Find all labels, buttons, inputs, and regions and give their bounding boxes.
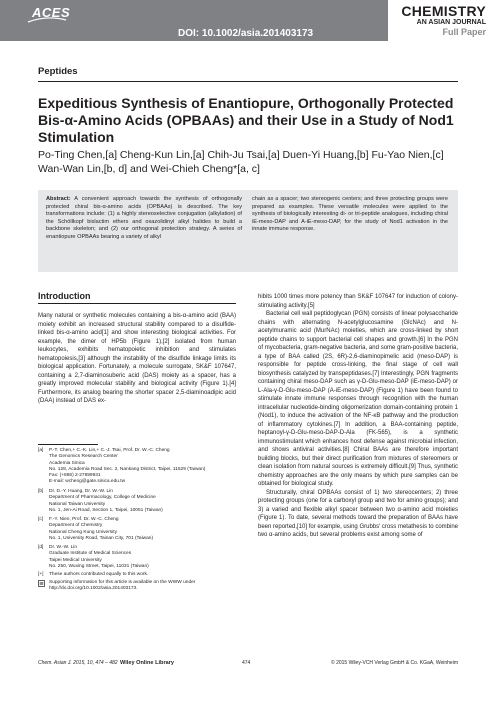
journal-masthead <box>388 0 496 41</box>
paragraph: Bacterial cell wall peptidoglycan (PGN) consists of linear polysaccharide chains with alternating N-acetylglucosamine (GlcNAc) and N-acetylmuramic acid (MurNAc) moieties, which are cross-linked by short peptide chains to support bacterial cell shapes and growth.[6] In the PGN of mycobacteria, gram-negative bacteria, and some gram-positive bacteria, a type of BAA called (2S, 6R)-2,6-diaminopimelic acid (meso-DAP) is responsible for peptide cross-linking, the final stage of cell wall biosynthesis catalyzed by transpeptidases.[7] Interestingly, PGN fragments containing chiral meso-DAP such as γ-D-Glu-meso-DAP (iE-meso-DAP) or L-Ala-γ-D-Glu-meso-DAP (A-iE-meso-DAP) (Figure 1) have been found to stimulate innate immune responses through recognition with the human intracellular nucleotide-binding oligomerization domain-containing protein 1 (Nod1), to induce the activation of the NF-κB pathway and the production of inflammatory cytokines.[7] In addition, a BAA-containing peptide, heptanoyl-γ-D-Glu-meso-DAP-D-Ala (FK-565), is a synthetic immunostimulant which enhances host defense against microbial infection, and shows antiviral activities.[8] Chiral BAAs are therefore important building blocks, but their direct purification from mixtures of stereomers or clean isolation from natural sources is extremely difficult.[9] Thus, synthetic chemistry approaches are the only means by which pure samples can be obtained for biological study. <box>258 311 458 487</box>
affiliation-tag: [b] <box>38 489 44 494</box>
section-divider <box>38 81 458 82</box>
abstract-box <box>38 190 458 272</box>
supporting-info-note <box>38 580 236 593</box>
affiliation-tag: [d] <box>38 545 44 550</box>
affiliation-tag: [+] <box>38 572 44 577</box>
affiliation-a <box>38 448 236 486</box>
page-number: 474 <box>242 660 251 666</box>
supporting-info-text[interactable]: Supporting information for this article is available on the WWW under http://dx.doi.org/10.1002/asia.201403173. <box>49 580 196 592</box>
journal-name: CHEMISTRY <box>401 3 486 19</box>
affiliation-text: These authors contributed equally to this work. <box>49 572 149 577</box>
paragraph: Structurally, chiral OPBAAs consist of 1) two stereocenters; 2) three protecting groups (one for a carboxyl group and two for amino groups); and 3) a varied and flexible alkyl spacer between two α-amino acid moieties (Figure 1). To date, several methods toward the preparation of BAAs have been reported,[10] for example, using Grubbs' cross metathesis to combine two α-amino acids, but several problems exist among some of <box>258 489 458 538</box>
paragraph: hibits 1000 times more potency than SK&F 107647 for induction of colony-stimulating activity.[5] <box>258 294 458 309</box>
section-label: Peptides <box>38 66 78 77</box>
affiliation-c <box>38 517 236 542</box>
document-icon <box>38 580 45 587</box>
introduction-right-column <box>258 293 458 540</box>
abstract-text-left: A convenient approach towards the synthesis of orthogonally protected chiral bis-α-amino acids (OPBAAs) is described. The key transformations include: (1) a highly stereoselective conjugation (alkylation) of the Schöllkopf bislactim ethers and oxazolidinyl alkyl halides to build a backbone skeleton; and (2) our orthogonal protection strategy. A series of enantiopure OPBAAs bearing a variety of alkyl <box>46 196 242 240</box>
affiliation-text: P.-T. Chen,+ C.-K. Lin,+ C.-J. Tsai, Prof. Dr. W.-C. Cheng The Genomics Research Center Academia Sinica No. 128, Academia Road Sec. 2, Nankang District, Taipei, 11529 (Taiwan) Fax: (+886) 2-27899931 E-mail: wcheng@gate.sinica.edu.tw <box>49 448 206 485</box>
footnote-divider <box>38 444 98 445</box>
aces-swoosh-icon <box>27 17 67 23</box>
author-list: Po-Ting Chen,[a] Cheng-Kun Lin,[a] Chih-Ju Tsai,[a] Duen-Yi Huang,[b] Fu-Yao Nien,[c] Wan-Wan Lin,[b, d] and Wei-Chieh Cheng*[a, c] <box>38 149 444 175</box>
equal-contribution-note <box>38 572 236 578</box>
affiliation-b <box>38 489 236 514</box>
doi-link[interactable]: DOI: 10.1002/asia.201403173 <box>178 28 314 39</box>
introduction-divider <box>38 303 236 304</box>
affiliation-tag: [a] <box>38 448 44 453</box>
affiliation-text: F.-Y. Nien, Prof. Dr. W.-C. Cheng Department of Chemistry National Cheng Kung University No. 1, University Road, Tainan City, 701 (Taiwan) <box>49 517 154 541</box>
aces-logo: ACES <box>32 5 71 20</box>
affiliation-d <box>38 545 236 570</box>
affiliation-text: Dr. W.-W. Lin Graduate Institute of Medical Sciences Taipei Medical University No. 250, Wuxing Street, Taipei, 11031 (Taiwan) <box>49 545 149 569</box>
wiley-online-library-link[interactable]: Wiley Online Library <box>120 660 175 666</box>
journal-subtitle: AN ASIAN JOURNAL <box>416 19 486 26</box>
article-type: Full Paper <box>442 27 486 37</box>
abstract-label: Abstract: <box>46 196 71 202</box>
affiliation-text: Dr. D.-Y. Huang, Dr. W.-W. Lin Department of Pharmacology, College of Medicine National Taiwan University No. 1, Jen-Ai Road, Section 1, Taipei, 10051 (Taiwan) <box>49 489 163 513</box>
introduction-paragraph-left: Many natural or synthetic molecules containing a bis-α-amino acid (BAA) moiety exhibit an increased structural stability compared to a disulfide-linked bis-α-amino acid[1] and show interesting biological activities. For example, the dimer of HP5b (Figure 1),[2] isolated from human leukocytes, exhibits hematopoietic inhibition and stimulates hematopoiesis,[3] although the instability of the disulfide linkage limits its biological application. Fortunately, a molecule surrogate, SK&F 107647, containing a 2,7-diaminosuberic acid (DAS) moiety as a spacer, has a greatly improved molecular stability and biological activity (Figure 1).[4] Furthermore, its analog bearing the shorter spacer 2,5-diaminoadipic acid (DAA) instead of DAS ex- <box>38 313 236 404</box>
article-title: Expeditious Synthesis of Enantiopure, Orthogonally Protected Bis-α-Amino Acids (OPBAAs) and their Use in a Study of Nod1 Stimulation <box>38 95 454 145</box>
abstract-left-column <box>46 196 242 242</box>
introduction-heading: Introduction <box>38 291 91 301</box>
affiliation-tag: [c] <box>38 517 44 522</box>
citation: Chem. Asian J. 2015, 10, 474 – 482 <box>38 660 118 666</box>
abstract-text-right: chain as a spacer; two stereogenic centers; and three protecting groups were prepared as examples. These versatile molecules were applied to the synthesis of biologically interesting di- or tri-peptide analogues, including chiral iE-meso-DAP and A-iE-meso-DAP, for the study of Nod1 activation in the innate immune response. <box>252 196 448 233</box>
copyright: © 2015 Wiley-VCH Verlag GmbH & Co. KGaA, Weinheim <box>331 660 458 666</box>
